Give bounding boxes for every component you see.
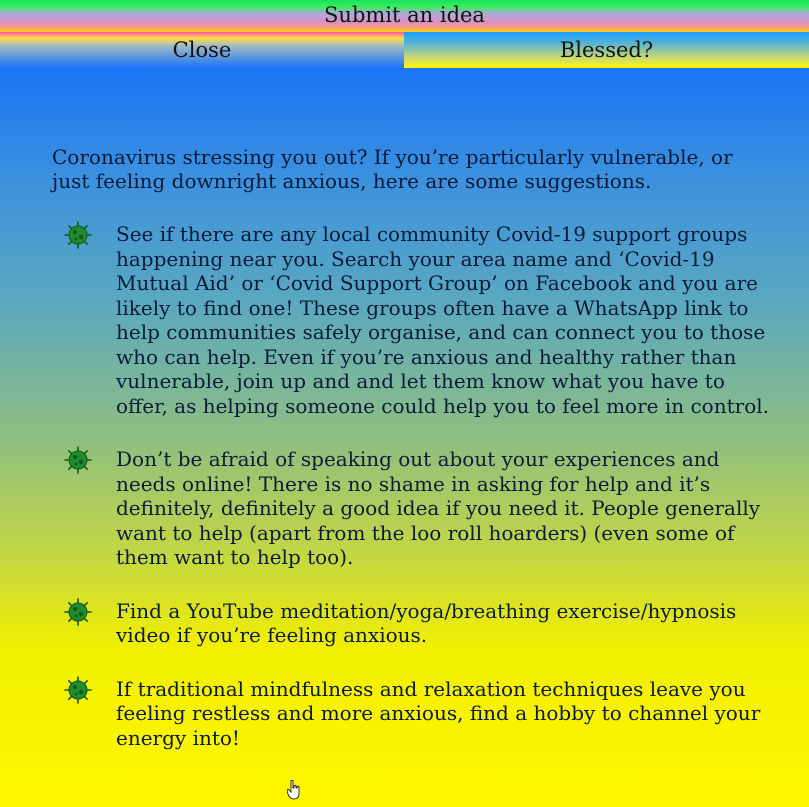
blessed-button[interactable]: Blessed? bbox=[404, 32, 809, 68]
header-bar bbox=[0, 0, 809, 32]
tips-list bbox=[52, 222, 772, 779]
tip-text: Find a YouTube meditation/yoga/breathing exercise/hypnosis video if you’re feeling anxious. bbox=[116, 598, 737, 647]
hand-cursor-icon bbox=[287, 780, 301, 800]
list-item bbox=[52, 222, 772, 418]
list-item bbox=[52, 599, 772, 648]
close-button[interactable]: Close bbox=[0, 32, 404, 68]
list-item bbox=[52, 677, 772, 751]
action-buttons bbox=[0, 32, 809, 68]
virus-icon bbox=[63, 597, 93, 627]
list-item bbox=[52, 447, 772, 570]
virus-icon bbox=[63, 220, 93, 250]
virus-icon bbox=[63, 675, 93, 705]
tip-text: See if there are any local community Covid-19 support groups happening near you. Search your area name and ‘Covid-19 Mutual Aid’ or ‘Covid Support Group’ on Facebook and you are likely to find one! These groups often have a WhatsApp link to help communities safely organise, and can connect you to those who can help. Even if you’re anxious and healthy rather than vulnerable, join up and and let them know what you have to offer, as helping someone could help you to feel more in control. bbox=[116, 222, 769, 418]
tip-text: If traditional mindfulness and relaxation techniques leave you feeling restless and more anxious, find a hobby to channel your energy into! bbox=[116, 676, 761, 750]
virus-icon bbox=[63, 445, 93, 475]
intro-text: Coronavirus stressing you out? If you’re particularly vulnerable, or just feeling downright anxious, here are some suggestions. bbox=[52, 145, 733, 193]
submit-idea-button[interactable]: Submit an idea bbox=[324, 3, 485, 27]
tip-text: Don’t be afraid of speaking out about your experiences and needs online! There is no shame in asking for help and it’s definitely, definitely a good idea if you need it. People generally want to help (apart from the loo roll hoarders) (even some of them want to help too). bbox=[116, 447, 761, 569]
